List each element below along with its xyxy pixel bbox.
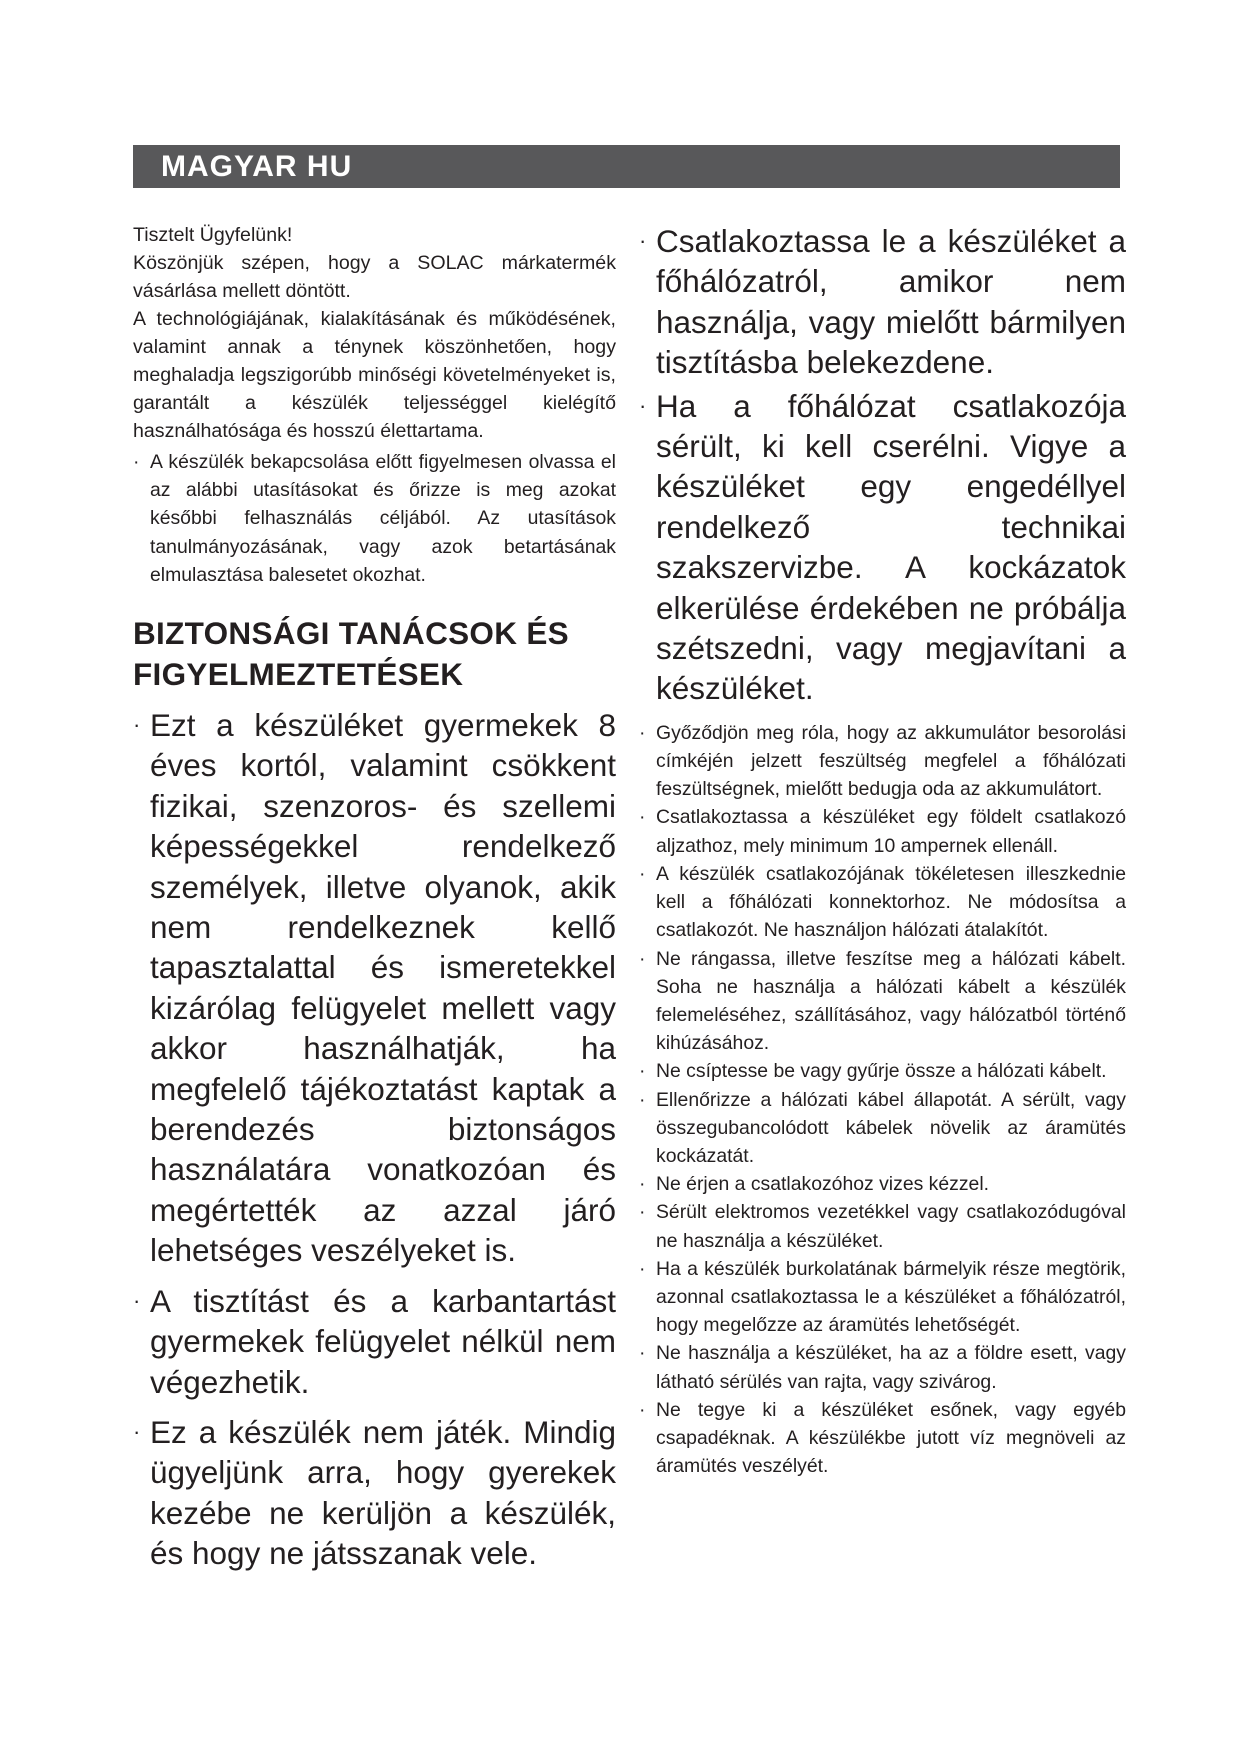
bullet-dot: ·: [639, 1342, 646, 1365]
bullet-dot: ·: [639, 806, 646, 829]
bullet-dot: ·: [133, 451, 140, 473]
bullet-text: A készülék csatlakozójának tökéletesen illeszkednie kell a főhálózati konnektorhoz. Ne módosítsa a csatlakozót. Ne használjon hálózati átalakítót.: [656, 862, 1126, 942]
bullet-dot: ·: [639, 721, 646, 744]
right-column: [639, 221, 1126, 1480]
bullet-dot: ·: [133, 712, 141, 738]
safety-bullet-damaged-cable: [639, 1198, 1126, 1254]
bullet-text: Sérült elektromos vezetékkel vagy csatlakozódugóval ne használja a készüléket.: [656, 1201, 1126, 1252]
safety-bullet-children: [133, 705, 616, 1271]
language-header-bar: [133, 145, 1120, 188]
bullet-dot: ·: [639, 862, 646, 885]
safety-bullet-earthed-socket: [639, 803, 1126, 859]
bullet-text: A tisztítást és a karbantartást gyermekek felügyelet nélkül nem végezhetik.: [150, 1282, 616, 1400]
safety-bullet-not-toy: [133, 1412, 616, 1574]
bullet-text: Ne rángassa, illetve feszítse meg a hálózati kábelt. Soha ne használja a hálózati kábelt a készülék felemeléséhez, szállításához, vagy hálózatból történő kihúzásához.: [656, 947, 1126, 1055]
bullet-dot: ·: [639, 1088, 646, 1111]
bullet-dot: ·: [639, 947, 646, 970]
safety-bullet-cable-check: [639, 1086, 1126, 1171]
bullet-text: Ne érjen a csatlakozóhoz vizes kézzel.: [656, 1173, 990, 1196]
bullet-dot: ·: [639, 1257, 646, 1280]
left-column: [133, 221, 616, 1574]
intro-section: [133, 221, 616, 445]
safety-bullet-cable-pull: [639, 945, 1126, 1058]
bullet-dot: ·: [639, 228, 647, 253]
safety-bullet-voltage: [639, 719, 1126, 804]
safety-bullet-broken-casing: [639, 1255, 1126, 1340]
bullet-text: Ezt a készüléket gyermekek 8 éves kortól, valamint csökkent fizikai, szenzoros- és szellemi képességekkel rendelkező személyek, illetve olyanok, akik nem rendelkeznek kellő tapasztalattal és ismeretekkel kizárólag felügyelet mellett vagy akkor használhatják, ha megfelelő tájékoztatást kaptak a berendezés biztonságos használatára vonatkozóan és megértették az azzal járó lehetséges veszélyeket is.: [150, 707, 616, 1269]
bullet-dot: ·: [639, 1173, 646, 1196]
bullet-text: Ez a készülék nem játék. Mindig ügyeljünk arra, hogy gyerekek kezébe ne kerüljön a készülék, és hogy ne játsszanak vele.: [150, 1413, 616, 1572]
bullet-text: Ha a készülék burkolatának bármelyik része megtörik, azonnal csatlakoztassa le a készüléket a főhálózatról, hogy megelőzze az áramütés lehetőségét.: [656, 1257, 1126, 1337]
bullet-dot: ·: [133, 1418, 141, 1444]
bullet-text: Ha a főhálózat csatlakozója sérült, ki kell cserélni. Vigye a készüléket egy engedéllyel rendelkező technikai szakszervizbe. A kockázatok elkerülése érdekében ne próbálja szétszedni, vagy megjavítani a készüléket.: [656, 387, 1126, 707]
bullet-text: Ne csíptesse be vagy gyűrje össze a hálózati kábelt.: [656, 1060, 1107, 1083]
technology-paragraph: A technológiájának, kialakításának és működésének, valamint annak a ténynek köszönhetően, hogy meghaladja legszigorúbb minőségi követelményeket is, garantált a készülék teljességgel kielégítő használhatósága és hosszú élettartama.: [133, 308, 616, 442]
bullet-text: Győződjön meg róla, hogy az akkumulátor besorolási címkéjén jelzett feszültség megfelel a főhálózati feszültségnek, mielőtt bedugja oda az akkumulátort.: [656, 721, 1126, 801]
bullet-text: A készülék bekapcsolása előtt figyelmesen olvassa el az alábbi utasításokat és őrizze is meg azokat későbbi felhasználás céljából. Az utasítások tanulmányozásának, vagy azok betartásának elmulasztása balesetet okozhat.: [150, 451, 616, 586]
bullet-text: Ne tegye ki a készüléket esőnek, vagy egyéb csapadéknak. A készülékbe jutott víz megnöveli az áramütés veszélyét.: [656, 1398, 1126, 1478]
safety-bullet-cable-pinch: [639, 1057, 1126, 1085]
greeting: Tisztelt Ügyfelünk!: [133, 224, 293, 246]
safety-bullet-disconnect: [639, 221, 1126, 383]
safety-heading: BIZTONSÁGI TANÁCSOK ÉS FIGYELMEZTETÉSEK: [133, 615, 569, 693]
safety-bullet-damaged-plug: [639, 386, 1126, 709]
bullet-dot: ·: [133, 1287, 141, 1313]
bullet-text: Csatlakoztassa a készüléket egy földelt csatlakozó aljzathoz, mely minimum 10 ampernek ellenáll.: [656, 806, 1126, 857]
bullet-text: Csatlakoztassa le a készüléket a főhálózatról, amikor nem használja, vagy mielőtt bármilyen tisztításba belekezdene.: [656, 223, 1126, 381]
safety-bullet-rain: [639, 1396, 1126, 1481]
language-header-title: MAGYAR HU: [161, 150, 353, 183]
bullet-dot: ·: [639, 1060, 646, 1083]
instructions-bullet: [133, 448, 616, 589]
bullet-text: Ellenőrizze a hálózati kábel állapotát. A sérült, vagy összegubancolódott kábelek növelik az áramütés kockázatát.: [656, 1088, 1126, 1167]
safety-bullet-cleaning: [133, 1281, 616, 1402]
bullet-text: Ne használja a készüléket, ha az a földre esett, vagy látható sérülés van rajta, vagy szivárog.: [656, 1342, 1126, 1393]
thanks-paragraph: Köszönjük szépen, hogy a SOLAC márkatermék vásárlása mellett döntött.: [133, 252, 616, 302]
safety-bullet-wet-hands: [639, 1170, 1126, 1198]
safety-bullet-dropped: [639, 1339, 1126, 1395]
bullet-dot: ·: [639, 392, 647, 418]
safety-bullet-plug-fit: [639, 860, 1126, 945]
bullet-dot: ·: [639, 1201, 646, 1224]
bullet-dot: ·: [639, 1398, 646, 1421]
